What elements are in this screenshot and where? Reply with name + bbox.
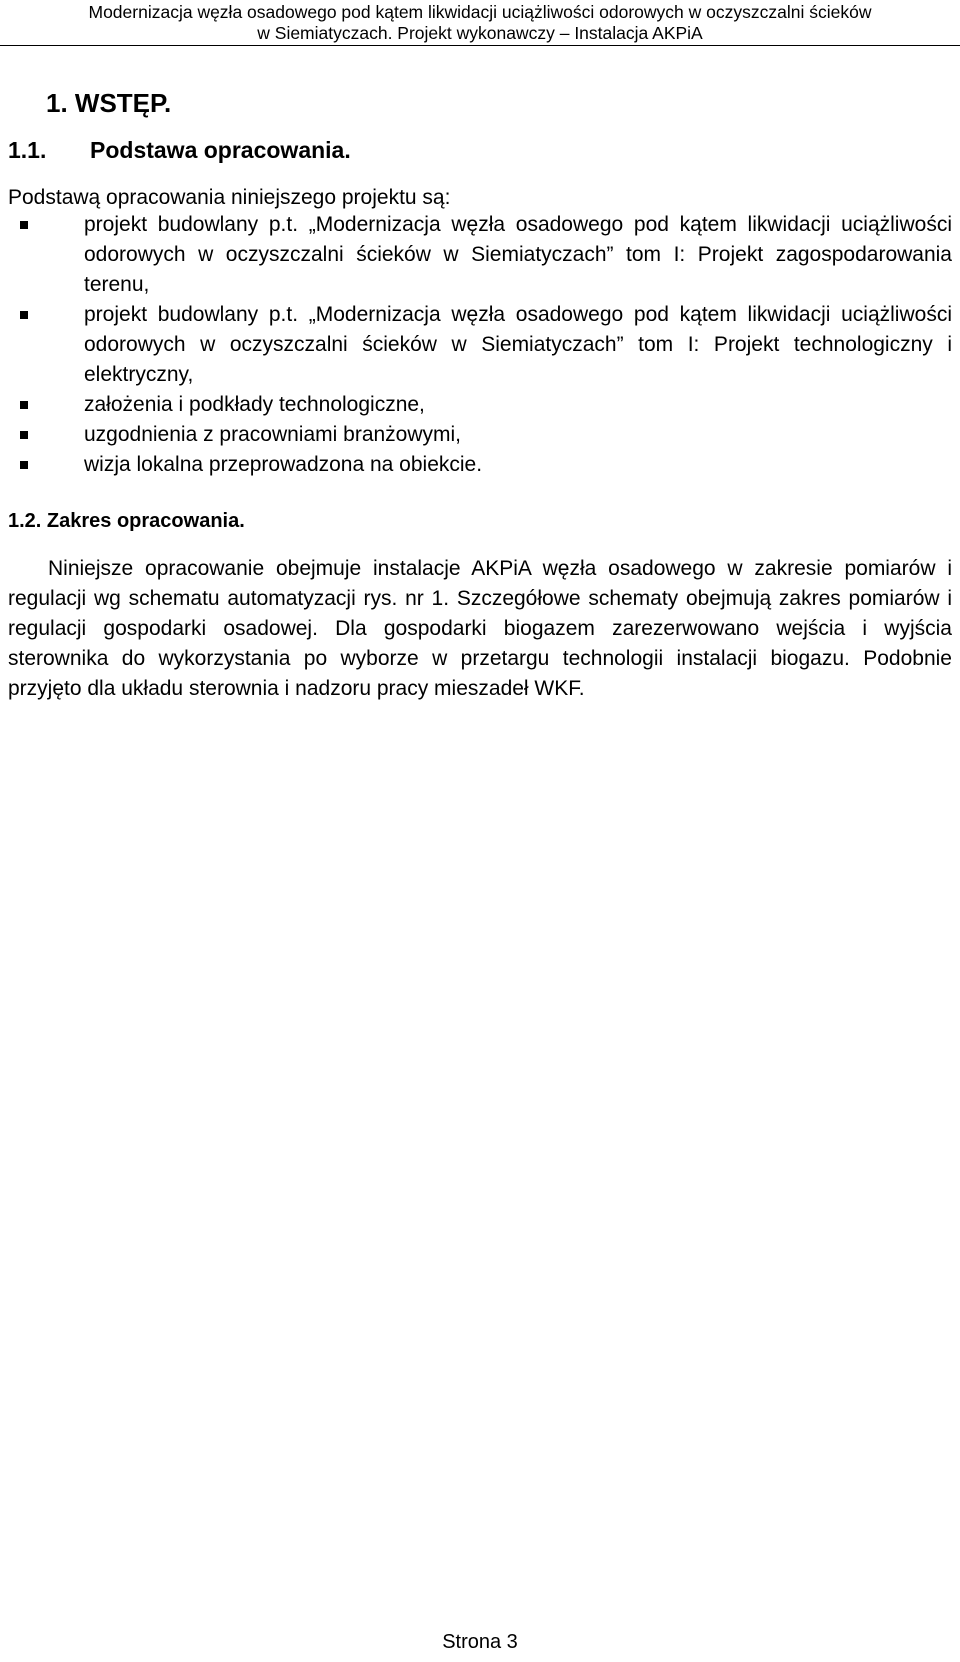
scope-paragraph: Niniejsze opracowanie obejmuje instalacje AKPiA węzła osadowego w zakresie pomiarów i regulacji wg schematu automatyzacji rys. nr 1. Szczegółowe schematy obejmują zakres pomiarów i regulacji gospodarki osadowej. Dla gospodarki biogazem zarezerwowano wejścia i wyjścia sterownika do wykorzystania po wyborze w przetargu technologii instalacji biogazu. Podobnie przyjęto dla układu sterownia i nadzoru pracy mieszadeł WKF. (8, 557, 952, 700)
header-divider (0, 45, 960, 46)
square-bullet-icon (20, 221, 28, 229)
list-item-text: założenia i podkłady technologiczne, (84, 393, 425, 416)
list-item (8, 420, 952, 450)
basis-intro: Podstawą opracowania niniejszego projektu są: (8, 186, 451, 209)
list-item-text: uzgodnienia z pracowniami branżowymi, (84, 423, 462, 446)
header-line-2: w Siemiatyczach. Projekt wykonawczy – Instalacja AKPiA (257, 23, 703, 43)
section-1-2-heading: 1.2. Zakres opracowania. (8, 510, 245, 532)
list-item-text: projekt budowlany p.t. „Modernizacja węzła osadowego pod kątem likwidacji uciążliwości odorowych w oczyszczalni ścieków w Siemiatyczach” tom I: Projekt zagospodarowania terenu, (84, 213, 952, 296)
list-item (8, 300, 952, 390)
page-header (0, 2, 960, 44)
square-bullet-icon (20, 431, 28, 439)
list-item-text: projekt budowlany p.t. „Modernizacja węzła osadowego pod kątem likwidacji uciążliwości odorowych w oczyszczalni ścieków w Siemiatyczach” tom I: Projekt technologiczny i elektryczny, (84, 303, 952, 386)
section-1-1-heading (8, 137, 351, 164)
list-item (8, 450, 952, 480)
square-bullet-icon (20, 311, 28, 319)
list-item-text: wizja lokalna przeprowadzona na obiekcie. (84, 453, 483, 476)
basis-list (8, 210, 952, 480)
square-bullet-icon (20, 401, 28, 409)
square-bullet-icon (20, 461, 28, 469)
section-1-1-title: Podstawa opracowania. (90, 137, 351, 163)
header-line-1: Modernizacja węzła osadowego pod kątem likwidacji uciążliwości odorowych w oczyszczalni ścieków (88, 2, 872, 22)
section-1-heading: 1. WSTĘP. (46, 88, 172, 118)
list-item (8, 390, 952, 420)
page-number: Strona 3 (442, 1631, 518, 1653)
section-1-1-number: 1.1. (8, 137, 47, 163)
list-item (8, 210, 952, 300)
